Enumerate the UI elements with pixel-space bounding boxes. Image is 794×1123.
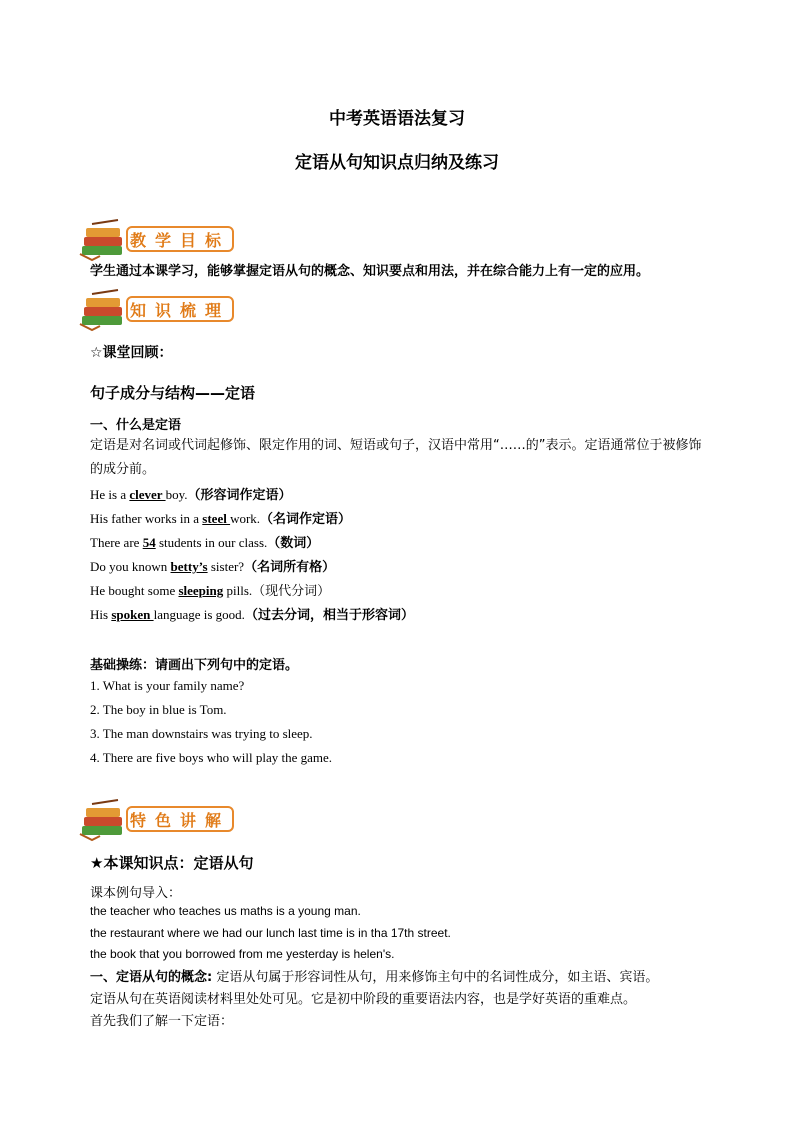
banner-label: 特色讲解 bbox=[126, 806, 234, 832]
lesson-heading: ★本课知识点：定语从句 bbox=[90, 854, 254, 872]
structure-heading: 句子成分与结构——定语 bbox=[90, 384, 256, 402]
concept-text-2: 定语从句在英语阅读材料里处处可见。它是初中阶段的重要语法内容，也是学好英语的重难点。 bbox=[90, 992, 637, 1007]
goals-text: 学生通过本课学习，能够掌握定语从句的概念、知识要点和用法，并在综合能力上有一定的应用。 bbox=[90, 264, 650, 279]
practice-item: 3. The man downstairs was trying to sleep. bbox=[90, 726, 313, 741]
definition-text: 定语是对名词或代词起修饰、限定作用的词、短语或句子，汉语中常用“……的”表示。定语通常位于被修饰的成分前。 bbox=[90, 438, 702, 477]
example-line: There are 54 students in our class.（数词） bbox=[90, 535, 320, 551]
page-title: 中考英语语法复习 bbox=[329, 109, 465, 129]
practice-item: 1. What is your family name? bbox=[90, 678, 245, 693]
example-line: Do you known betty’s sister?（名词所有格） bbox=[90, 559, 336, 575]
intro-label: 课本例句导入： bbox=[90, 886, 182, 901]
books-icon bbox=[78, 218, 130, 262]
practice-item: 2. The boy in blue is Tom. bbox=[90, 702, 227, 717]
example-line: He bought some sleeping pills.（现代分词） bbox=[90, 583, 331, 599]
intro-sentence: the teacher who teaches us maths is a young man. bbox=[90, 904, 361, 918]
intro-sentence: the restaurant where we had our lunch last time is in tha 17th street. bbox=[90, 926, 451, 940]
example-line: His spoken language is good.（过去分词，相当于形容词） bbox=[90, 607, 414, 623]
concept-line bbox=[90, 966, 658, 985]
concept-text-3: 首先我们了解一下定语： bbox=[90, 1014, 234, 1029]
intro-sentence: the book that you borrowed from me yesterday is helen's. bbox=[90, 947, 395, 961]
page-subtitle: 定语从句知识点归纳及练习 bbox=[295, 153, 499, 173]
concept-label: 一、定语从句的概念: bbox=[90, 970, 213, 985]
banner-label: 知识梳理 bbox=[126, 296, 234, 322]
concept-text: 定语从句属于形容词性从句，用来修饰主句中的名词性成分，如主语、宾语。 bbox=[212, 970, 659, 985]
books-icon bbox=[78, 288, 130, 332]
what-heading: 一、什么是定语 bbox=[90, 418, 182, 433]
books-icon bbox=[78, 798, 130, 842]
review-heading: ☆课堂回顾： bbox=[90, 345, 173, 361]
example-line: His father works in a steel work.（名词作定语） bbox=[90, 511, 352, 527]
practice-item: 4. There are five boys who will play the game. bbox=[90, 750, 332, 765]
banner-label: 教学目标 bbox=[126, 226, 234, 252]
practice-heading: 基础操练：请画出下列句中的定语。 bbox=[90, 658, 299, 673]
example-line: He is a clever boy.（形容词作定语） bbox=[90, 487, 292, 503]
